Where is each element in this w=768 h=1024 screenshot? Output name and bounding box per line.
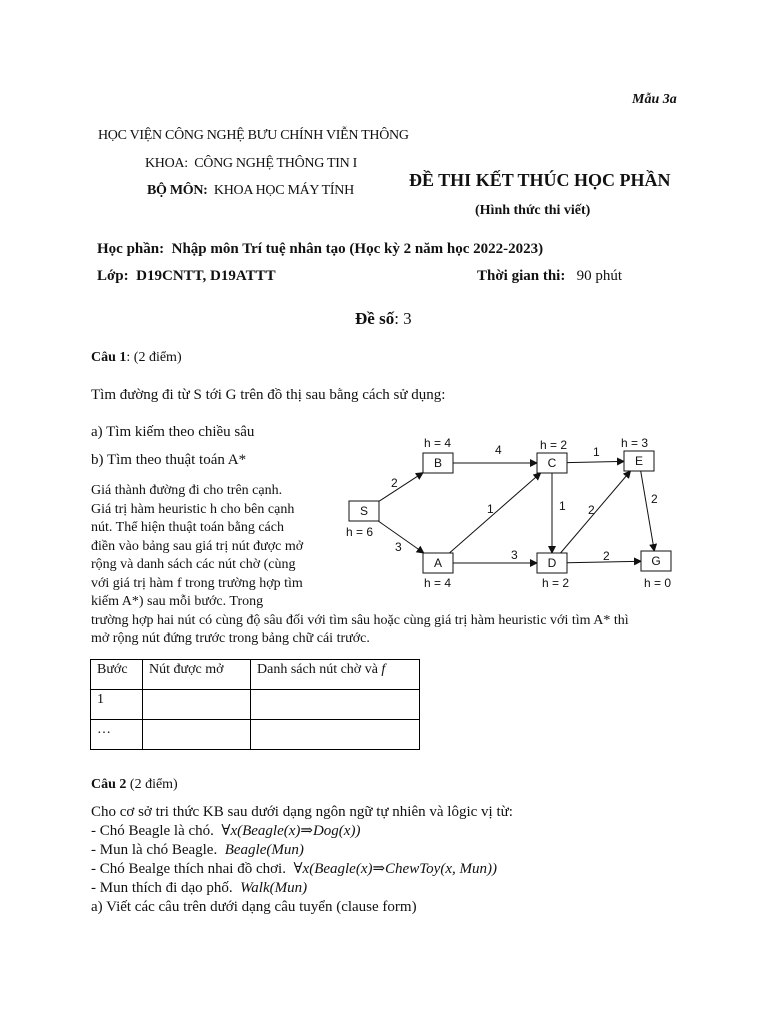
- graph-node-heuristic: h = 6: [346, 525, 374, 539]
- graph-edge-cost: 3: [511, 548, 518, 562]
- search-graph: [340, 430, 680, 595]
- class-line: [97, 268, 276, 285]
- department-label: BỘ MÔN:: [147, 183, 208, 198]
- q2-statement: [91, 822, 513, 841]
- table-cell: [251, 720, 420, 750]
- exam-number-value: : 3: [394, 309, 412, 328]
- q1-heading: [91, 350, 182, 366]
- graph-node-label: C: [547, 456, 557, 470]
- q2-statement-logic: ∀x(Beagle(x)⇒Dog(x)): [221, 823, 361, 839]
- exam-number: [355, 309, 412, 329]
- table-cell: [143, 720, 251, 750]
- graph-edge-cost: 2: [588, 503, 595, 517]
- q2-statement-text: - Chó Beagle là chó.: [91, 823, 214, 839]
- table-cell: [251, 690, 420, 720]
- graph-edge-cost: 1: [559, 499, 566, 513]
- steps-table: [90, 659, 420, 750]
- graph-node-label: G: [651, 554, 661, 568]
- graph-node-heuristic: h = 4: [424, 436, 452, 450]
- q1-desc-line: Giá thành đường đi cho trên cạnh.: [91, 483, 283, 498]
- graph-edges: [378, 443, 658, 563]
- time-label: Thời gian thi:: [477, 268, 566, 284]
- q1-desc-line: kiếm A*) sau mỗi bước. Trong: [91, 594, 264, 609]
- graph-edge-cost: 2: [391, 476, 398, 490]
- graph-edge-a-c: [449, 473, 540, 553]
- table-header-cell: [251, 660, 420, 690]
- q1-points: : (2 điểm): [126, 350, 182, 365]
- table-row: [91, 720, 420, 750]
- table-header-cell: Nút được mở: [143, 660, 251, 690]
- q1-desc-line: nút. Thể hiện thuật toán bằng cách: [91, 520, 284, 535]
- q2-statement-text: - Mun là chó Beagle.: [91, 842, 218, 858]
- q1-intro: Tìm đường đi từ S tới G trên đồ thị sau bằng cách sử dụng:: [91, 387, 446, 403]
- faculty-label: KHOA:: [145, 156, 188, 171]
- q1-desc-line: Giá trị hàm heuristic h cho bên cạnh: [91, 501, 295, 517]
- q1-desc-line: trường hợp hai nút có cùng độ sâu đối với tìm sâu hoặc cùng giá trị hàm heuristic với tìm A* thì: [91, 612, 629, 628]
- graph-nodes: [346, 436, 671, 590]
- department-line: [147, 183, 354, 199]
- exam-number-label: Đề số: [355, 309, 395, 328]
- course-label: Học phần:: [97, 241, 165, 257]
- faculty-line: [145, 156, 357, 172]
- q1-desc-line: điền vào bảng sau giá trị nút được mở: [91, 538, 304, 554]
- graph-edge-cost: 3: [395, 540, 402, 554]
- graph-edge-cost: 1: [487, 502, 494, 516]
- course-value: Nhập môn Trí tuệ nhân tạo (Học kỳ 2 năm học 2022-2023): [171, 241, 544, 257]
- form-label: Mẫu 3a: [632, 92, 677, 107]
- class-label: Lớp:: [97, 268, 129, 284]
- time-value: 90 phút: [576, 268, 623, 284]
- graph-edge-cost: 2: [651, 492, 658, 506]
- q2-label: Câu 2: [91, 777, 127, 792]
- q2-heading: [91, 777, 178, 793]
- q1-part-b: b) Tìm theo thuật toán A*: [91, 452, 247, 468]
- table-cell: [143, 690, 251, 720]
- graph-node-label: A: [433, 556, 443, 570]
- q2-statement: [91, 860, 513, 879]
- table-cell: …: [91, 720, 143, 750]
- graph-edge-cost: 1: [593, 445, 600, 459]
- course-line: [97, 241, 543, 258]
- graph-node-heuristic: h = 0: [644, 576, 672, 590]
- graph-edge-cost: 4: [495, 443, 502, 457]
- q2-part-a: a) Viết các câu trên dưới dạng câu tuyển (clause form): [91, 899, 417, 915]
- q2-statement-logic: Walk(Mun): [240, 880, 308, 896]
- q2-body: [91, 803, 513, 917]
- table-cell: 1: [91, 690, 143, 720]
- q2-statement: [91, 841, 513, 860]
- graph-node-label: D: [547, 556, 557, 570]
- graph-edge-d-e: [561, 471, 631, 553]
- q1-part-a: a) Tìm kiếm theo chiều sâu: [91, 424, 255, 440]
- class-value: D19CNTT, D19ATTT: [136, 268, 276, 284]
- graph-node-label: B: [433, 456, 443, 470]
- table-header-text: Danh sách nút chờ và: [257, 662, 382, 677]
- academy-name: HỌC VIỆN CÔNG NGHỆ BƯU CHÍNH VIỄN THÔNG: [98, 128, 409, 143]
- time-line: [477, 268, 622, 285]
- graph-node-label: E: [634, 454, 644, 468]
- q2-intro: Cho cơ sở tri thức KB sau dưới dạng ngôn ngữ tự nhiên và lôgic vị từ:: [91, 804, 513, 820]
- table-header-f: f: [381, 662, 386, 677]
- exam-format: (Hình thức thi viết): [475, 203, 591, 218]
- q2-points: (2 điểm): [126, 777, 178, 792]
- exam-title: ĐỀ THI KẾT THÚC HỌC PHẦN: [409, 170, 671, 190]
- department-value: KHOA HỌC MÁY TÍNH: [213, 183, 354, 198]
- q1-desc-line: mở rộng nút đứng trước trong bảng chữ cái trước.: [91, 631, 370, 646]
- graph-edge-e-g: [641, 471, 655, 551]
- graph-node-heuristic: h = 2: [542, 576, 570, 590]
- graph-node-heuristic: h = 3: [621, 436, 649, 450]
- q1-desc-line: với giá trị hàm f trong trường hợp tìm: [91, 575, 303, 591]
- q1-label: Câu 1: [91, 350, 127, 365]
- graph-edge-c-e: [567, 461, 624, 462]
- graph-node-heuristic: h = 2: [540, 438, 568, 452]
- graph-edge-cost: 2: [603, 549, 610, 563]
- table-header-row: [91, 660, 420, 690]
- q2-statement-logic: Beagle(Mun): [224, 842, 304, 858]
- graph-edge-s-b: [379, 473, 423, 502]
- q1-desc-line: rộng và danh sách các nút chờ (cùng: [91, 557, 296, 572]
- table-header-cell: Bước: [91, 660, 143, 690]
- faculty-value: CÔNG NGHỆ THÔNG TIN I: [194, 156, 357, 171]
- q2-statement: [91, 879, 513, 898]
- q2-statement-text: - Chó Bealge thích nhai đồ chơi.: [91, 861, 286, 877]
- q2-statement-text: - Mun thích đi dạo phố.: [91, 880, 233, 896]
- table-row: [91, 690, 420, 720]
- graph-node-heuristic: h = 4: [424, 576, 452, 590]
- q2-statement-logic: ∀x(Beagle(x)⇒ChewToy(x, Mun)): [293, 861, 497, 877]
- graph-node-label: S: [359, 504, 369, 518]
